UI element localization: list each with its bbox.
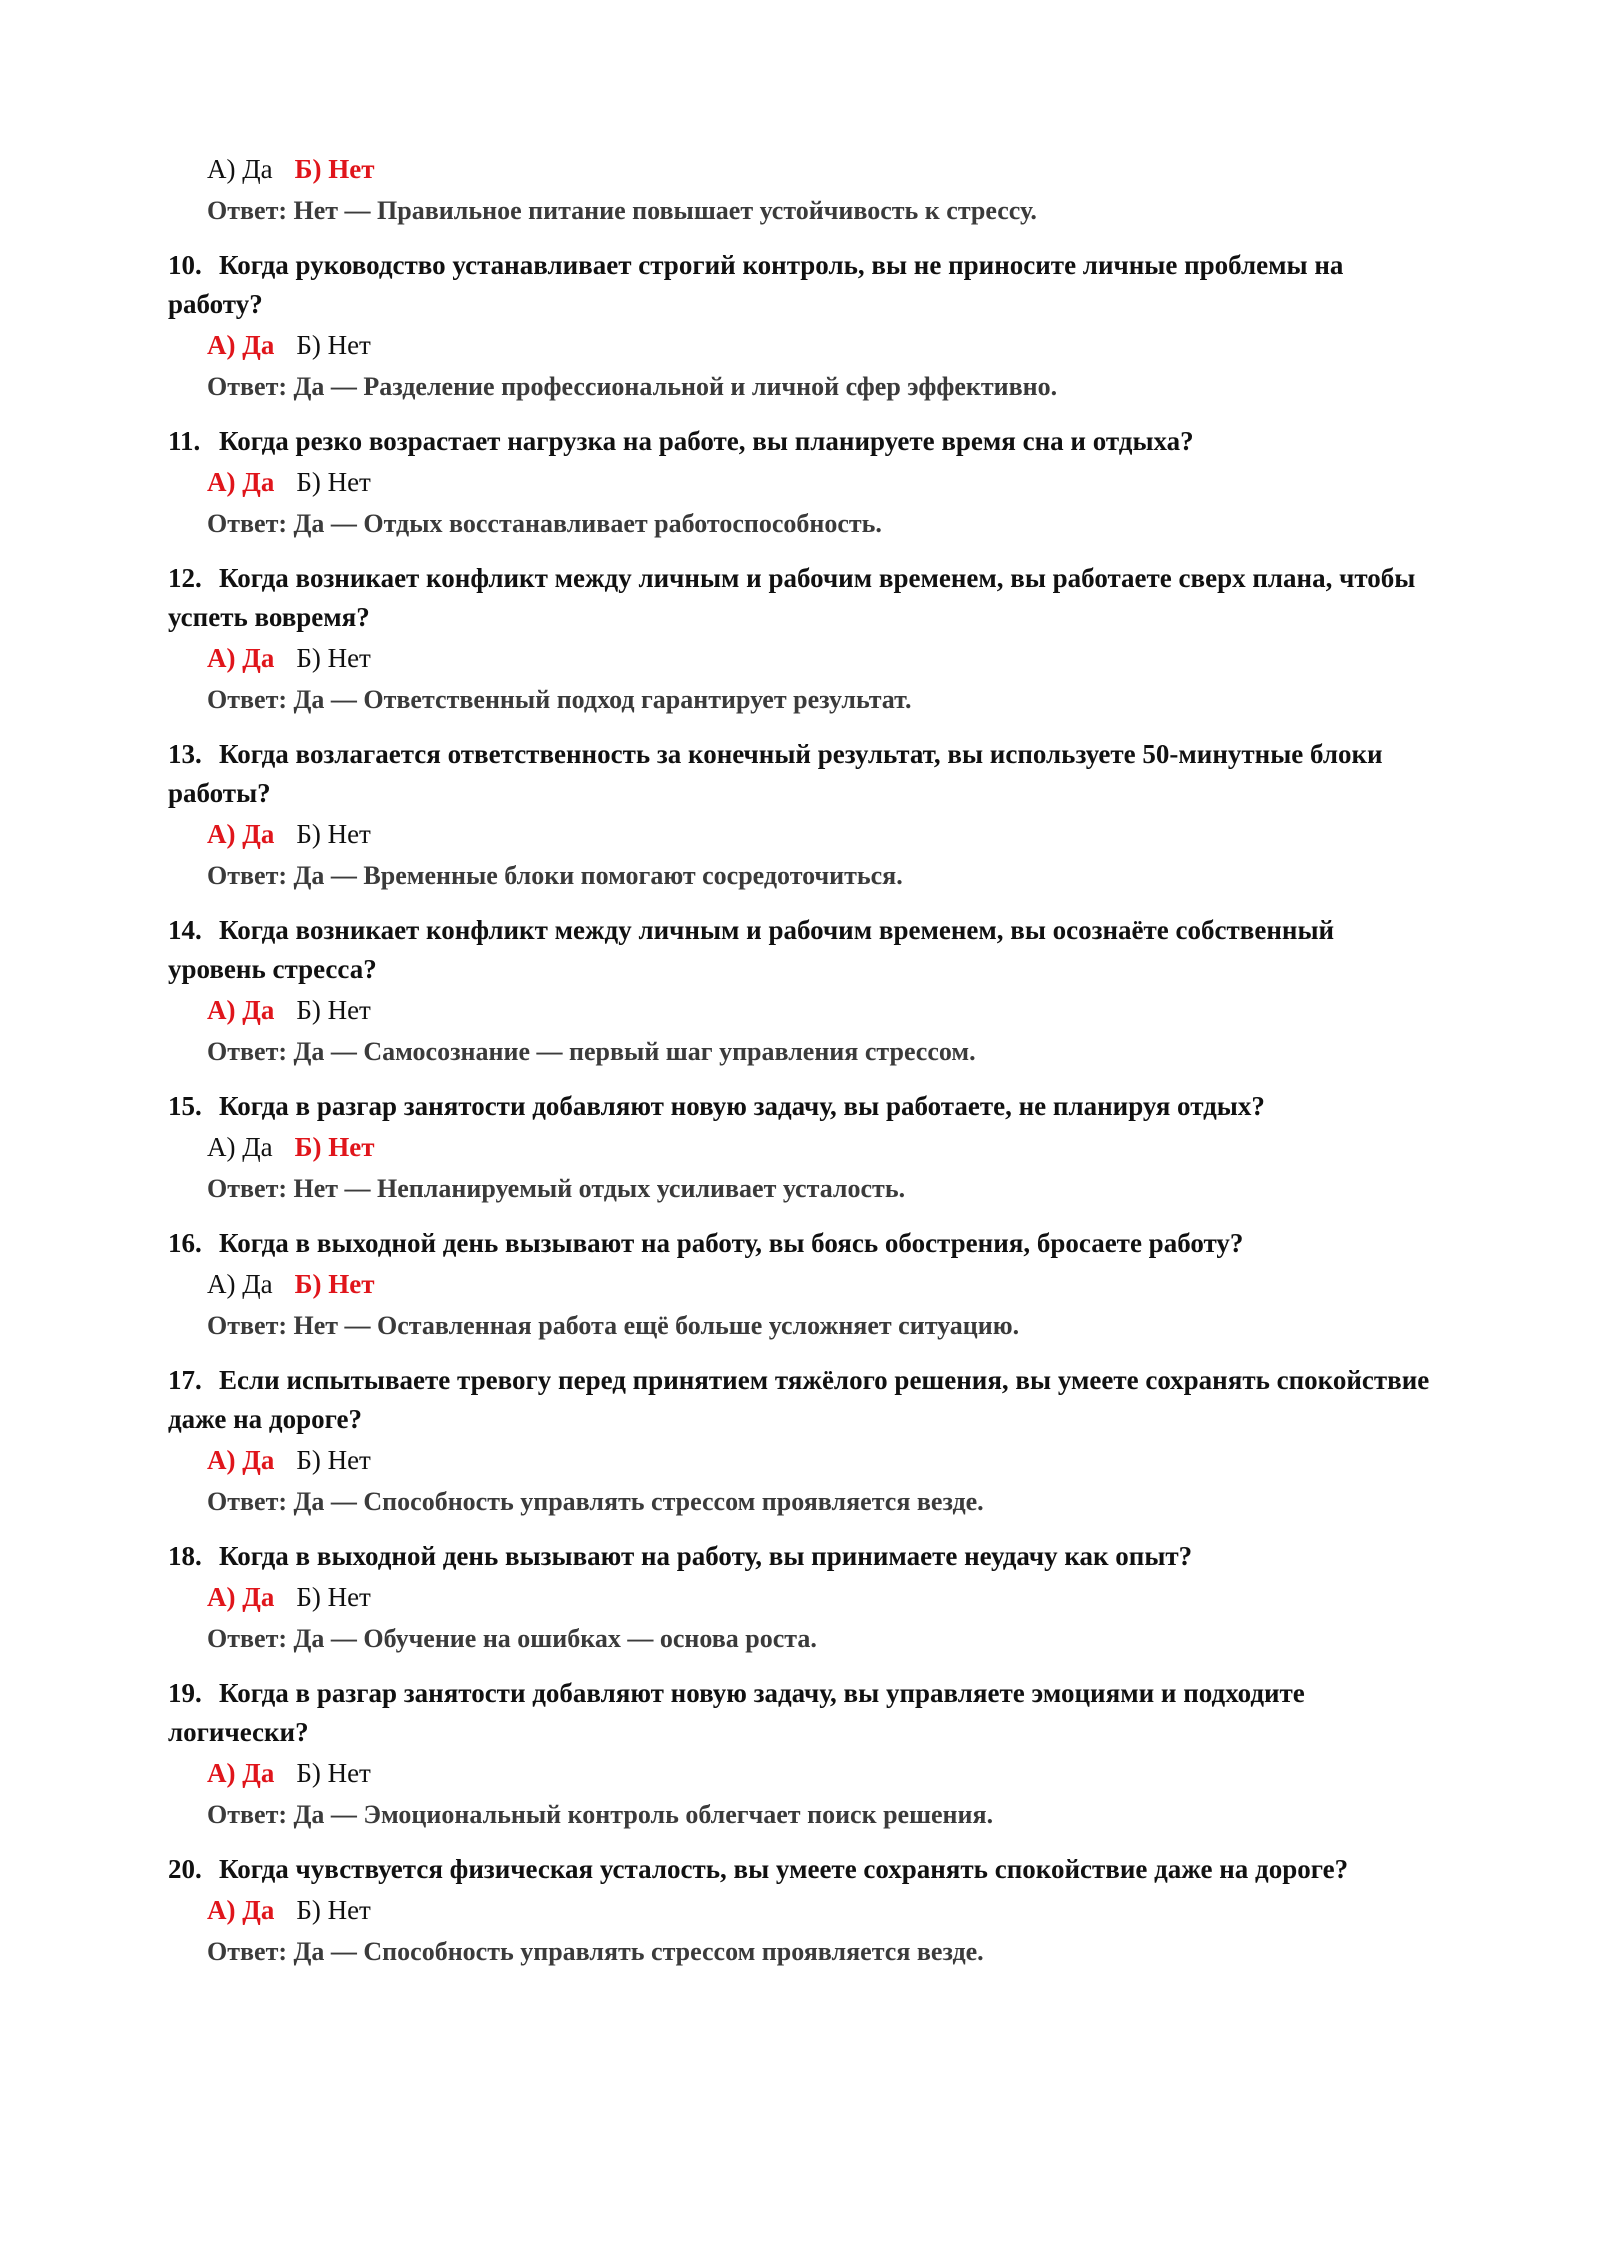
answer-explanation: Ответ: Да — Способность управлять стрессом проявляется везде. [207, 1487, 984, 1516]
question-body: Когда возникает конфликт между личным и рабочим временем, вы работаете сверх плана, чтобы успеть вовремя? [168, 563, 1416, 632]
option-b: Б) Нет [296, 1582, 371, 1612]
option-a: А) Да [207, 1269, 273, 1299]
quiz-item-11 [168, 422, 1438, 545]
option-b: Б) Нет [296, 1758, 371, 1788]
question-number: 17. [168, 1365, 202, 1395]
quiz-item-12 [168, 559, 1438, 721]
question-text [168, 246, 1438, 324]
question-text [168, 559, 1438, 637]
answer-options [207, 637, 1438, 679]
quiz-item-10 [168, 246, 1438, 408]
question-text [168, 1087, 1438, 1126]
answer-explanation: Ответ: Нет — Непланируемый отдых усиливает усталость. [207, 1174, 906, 1203]
question-number: 18. [168, 1541, 202, 1571]
answer-options [207, 1889, 1438, 1931]
answer-explanation: Ответ: Да — Отдых восстанавливает работоспособность. [207, 509, 882, 538]
answer-options [207, 1576, 1438, 1618]
option-b: Б) Нет [296, 819, 371, 849]
question-body: Когда в разгар занятости добавляют новую задачу, вы управляете эмоциями и подходите логически? [168, 1678, 1305, 1747]
question-number: 12. [168, 563, 202, 593]
question-body: Когда чувствуется физическая усталость, вы умеете сохранять спокойствие даже на дороге? [219, 1854, 1349, 1884]
option-b: Б) Нет [294, 154, 375, 184]
question-number: 10. [168, 250, 202, 280]
quiz-item-20 [168, 1850, 1438, 1973]
option-b: Б) Нет [296, 995, 371, 1025]
answer-explanation: Ответ: Да — Обучение на ошибках — основа роста. [207, 1624, 817, 1653]
option-b: Б) Нет [294, 1269, 375, 1299]
quiz-item-16 [168, 1224, 1438, 1347]
option-b: Б) Нет [296, 1895, 371, 1925]
option-a: А) Да [207, 467, 275, 497]
question-text [168, 1850, 1438, 1889]
quiz-item-17 [168, 1361, 1438, 1523]
option-a: А) Да [207, 1758, 275, 1788]
option-b: Б) Нет [296, 330, 371, 360]
question-number: 11. [168, 426, 201, 456]
option-b: Б) Нет [296, 643, 371, 673]
quiz-item-13 [168, 735, 1438, 897]
question-body: Когда возникает конфликт между личным и рабочим временем, вы осознаёте собственный уровень стресса? [168, 915, 1335, 984]
option-a: А) Да [207, 1132, 273, 1162]
question-number: 20. [168, 1854, 202, 1884]
answer-options [207, 989, 1438, 1031]
answer-options [207, 461, 1438, 503]
answer-options [207, 1263, 1438, 1305]
question-text [168, 911, 1438, 989]
quiz-item-15 [168, 1087, 1438, 1210]
answer-explanation: Ответ: Да — Эмоциональный контроль облегчает поиск решения. [207, 1800, 994, 1829]
question-text [168, 1224, 1438, 1263]
quiz-item-14 [168, 911, 1438, 1073]
answer-explanation: Ответ: Да — Способность управлять стрессом проявляется везде. [207, 1937, 984, 1966]
question-text [168, 1361, 1438, 1439]
quiz-item-9-continued [168, 148, 1438, 232]
option-b: Б) Нет [296, 467, 371, 497]
question-body: Когда в выходной день вызывают на работу, вы принимаете неудачу как опыт? [219, 1541, 1193, 1571]
option-a: А) Да [207, 819, 275, 849]
quiz-page [168, 148, 1438, 1973]
question-body: Если испытываете тревогу перед принятием тяжёлого решения, вы умеете сохранять спокойствие даже на дороге? [168, 1365, 1430, 1434]
quiz-item-18 [168, 1537, 1438, 1660]
question-number: 16. [168, 1228, 202, 1258]
answer-explanation: Ответ: Нет — Правильное питание повышает устойчивость к стрессу. [207, 196, 1037, 225]
option-a: А) Да [207, 1895, 275, 1925]
question-number: 13. [168, 739, 202, 769]
quiz-item-19 [168, 1674, 1438, 1836]
question-text [168, 1537, 1438, 1576]
option-a: А) Да [207, 1445, 275, 1475]
question-body: Когда в выходной день вызывают на работу, вы боясь обострения, бросаете работу? [219, 1228, 1244, 1258]
question-text [168, 1674, 1438, 1752]
answer-options [207, 1439, 1438, 1481]
question-number: 15. [168, 1091, 202, 1121]
answer-explanation: Ответ: Да — Самосознание — первый шаг управления стрессом. [207, 1037, 976, 1066]
question-text [168, 735, 1438, 813]
answer-explanation: Ответ: Да — Ответственный подход гарантирует результат. [207, 685, 912, 714]
answer-options [207, 324, 1438, 366]
answer-explanation: Ответ: Нет — Оставленная работа ещё больше усложняет ситуацию. [207, 1311, 1020, 1340]
option-a: А) Да [207, 1582, 275, 1612]
option-b: Б) Нет [294, 1132, 375, 1162]
answer-options [207, 813, 1438, 855]
answer-options [207, 1126, 1438, 1168]
question-body: Когда руководство устанавливает строгий контроль, вы не приносите личные проблемы на работу? [168, 250, 1344, 319]
option-a: А) Да [207, 154, 273, 184]
option-a: А) Да [207, 995, 275, 1025]
question-body: Когда возлагается ответственность за конечный результат, вы используете 50-минутные блоки работы? [168, 739, 1383, 808]
question-number: 19. [168, 1678, 202, 1708]
option-a: А) Да [207, 330, 275, 360]
answer-options [207, 1752, 1438, 1794]
question-body: Когда в разгар занятости добавляют новую задачу, вы работаете, не планируя отдых? [219, 1091, 1265, 1121]
option-b: Б) Нет [296, 1445, 371, 1475]
question-body: Когда резко возрастает нагрузка на работе, вы планируете время сна и отдыха? [219, 426, 1194, 456]
answer-options [207, 148, 1438, 190]
question-number: 14. [168, 915, 202, 945]
answer-explanation: Ответ: Да — Временные блоки помогают сосредоточиться. [207, 861, 903, 890]
question-text [168, 422, 1438, 461]
answer-explanation: Ответ: Да — Разделение профессиональной и личной сфер эффективно. [207, 372, 1058, 401]
option-a: А) Да [207, 643, 275, 673]
